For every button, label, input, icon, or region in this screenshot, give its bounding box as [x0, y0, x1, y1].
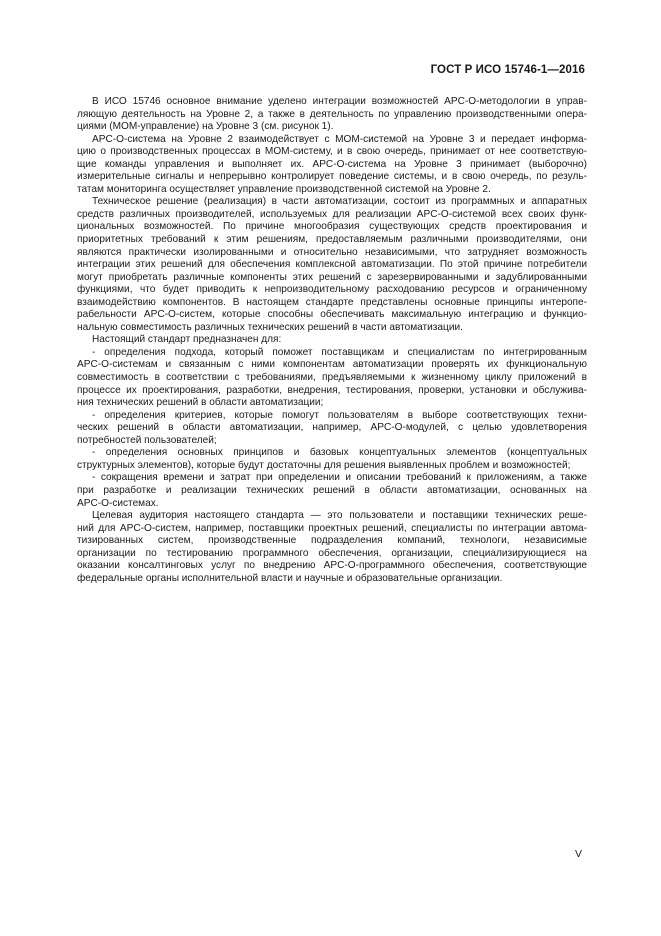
paragraph	[77, 134, 587, 197]
text-line: цию о производственных процессах в MOM-систему, и в свою очередь, принимает от нее соответствую-	[77, 146, 587, 158]
text-line: потребностей пользователей;	[77, 434, 217, 446]
paragraph	[77, 334, 587, 347]
paragraph	[77, 196, 587, 334]
text-line: ляющую деятельность на Уровне 2, а также в деятельность по управлению производственными опера-	[77, 108, 587, 120]
text-line: измерительные сигналы и непрерывно контролирует поведение системы, и в свою очередь, по резуль-	[77, 171, 587, 183]
text-line: оказании консалтинговых услуг по внедрению APC-O-программного обеспечения, соответствующие	[77, 560, 587, 572]
text-line: - определения подхода, который поможет поставщикам и специалистам по интегрированным	[92, 346, 587, 358]
text-line: В ИСО 15746 основное внимание уделено интеграции возможностей APC-O-методологии в управ-	[92, 96, 587, 107]
paragraph	[77, 472, 587, 510]
paragraph	[77, 410, 587, 448]
paragraph	[77, 447, 587, 472]
text-line: структурных элементов), которые будут достаточны для решения выявленных проблем и возможностей;	[77, 459, 571, 471]
text-line: организации по тестированию программного обеспечения, организации, специализирующиеся на	[77, 547, 587, 559]
text-line: циями (MOM-управление) на Уровне 3 (см. рисунок 1).	[77, 121, 334, 133]
text-line: APC-O-системах.	[77, 497, 159, 509]
paragraph	[77, 510, 587, 585]
paragraph	[77, 347, 587, 410]
text-line: совместимость в соответствии с требованиями, предъявляемыми к жизненному циклу приложений в	[77, 372, 587, 384]
text-line: при разработке и реализации технических решений в области автоматизации, основанных на	[77, 484, 587, 496]
text-line: тизированных систем, производственные подразделения компаний, технологи, независимые	[77, 535, 587, 547]
paragraph	[77, 96, 587, 134]
text-line: ческих решений в области автоматизации, например, APC-O-модулей, с целью удовлетворения	[77, 422, 587, 434]
text-line: ния технических решений в области автоматизации;	[77, 397, 324, 409]
text-line: - определения основных принципов и базовых концептуальных элементов (концептуальных	[92, 447, 587, 459]
document-header: ГОСТ Р ИСО 15746-1—2016	[430, 64, 585, 76]
text-line: - сокращения времени и затрат при определении и описании требований к приложениям, а также	[92, 472, 587, 484]
text-line: нальную совместимость различных технических решений в части автоматизации.	[77, 321, 463, 333]
text-line: приоритетных требований к этим решениям, предоставляемым различными производителями, они	[77, 234, 587, 246]
text-line: ний для APC-O-систем, например, поставщики проектных решений, специалисты по интеграции автома-	[77, 522, 587, 534]
page-number: V	[574, 848, 582, 860]
text-line: Целевая аудитория настоящего стандарта — это пользователи и поставщики технических реше-	[92, 510, 587, 522]
text-line: федеральные органы исполнительной власти и научные и образовательные организации.	[77, 572, 503, 584]
text-line: - определения критериев, которые помогут пользователям в выборе соответствующих техни-	[92, 409, 587, 421]
text-line: могут приобретать различные компоненты этих решений с зарезервированными и задублированными	[77, 271, 587, 283]
text-line: APC-O-системам и связанным с ними компонентам автоматизации проверять их функциональную	[77, 359, 587, 371]
document-body	[77, 96, 587, 585]
text-line: интеграции этих решений для обеспечения комплексной автоматизации. По этой причине потребители	[77, 259, 587, 271]
text-line: татам мониторинга осуществляет управление производственной системой на Уровне 2.	[77, 183, 491, 195]
text-line: функциями, что будет приводить к непроизводительному расходованию ресурсов и ограниченному	[77, 284, 587, 296]
text-line: являются практически изолированными и относительно независимыми, что затрудняет возможность	[77, 246, 587, 258]
text-line: APC-O-система на Уровне 2 взаимодействует с MOM-системой на Уровне 3 и передает информа-	[92, 133, 587, 145]
text-line: Настоящий стандарт предназначен для:	[92, 334, 282, 346]
text-line: средств различных производителей, используемых для реализации APC-O-системой всех своих функ-	[77, 208, 587, 220]
text-line: Техническое решение (реализация) в части автоматизации, состоит из программных и аппаратных	[92, 196, 587, 208]
text-line: взаимодействию компонентов. В настоящем стандарте представлены основные принципы интеропе-	[77, 296, 587, 308]
text-line: циональных возможностей. По причине многообразия существующих средств проектирования и	[77, 221, 587, 233]
text-line: рабельности APC-O-систем, которые способны обеспечивать максимальную интеграцию и функцио-	[77, 309, 587, 321]
text-line: щие команды управления и выполняет их. APC-O-система на Уровне 3 принимает (выборочно)	[77, 158, 587, 170]
text-line: процессе их проектирования, разработки, внедрения, тестирования, проверки, установки и обслужива-	[77, 384, 587, 396]
